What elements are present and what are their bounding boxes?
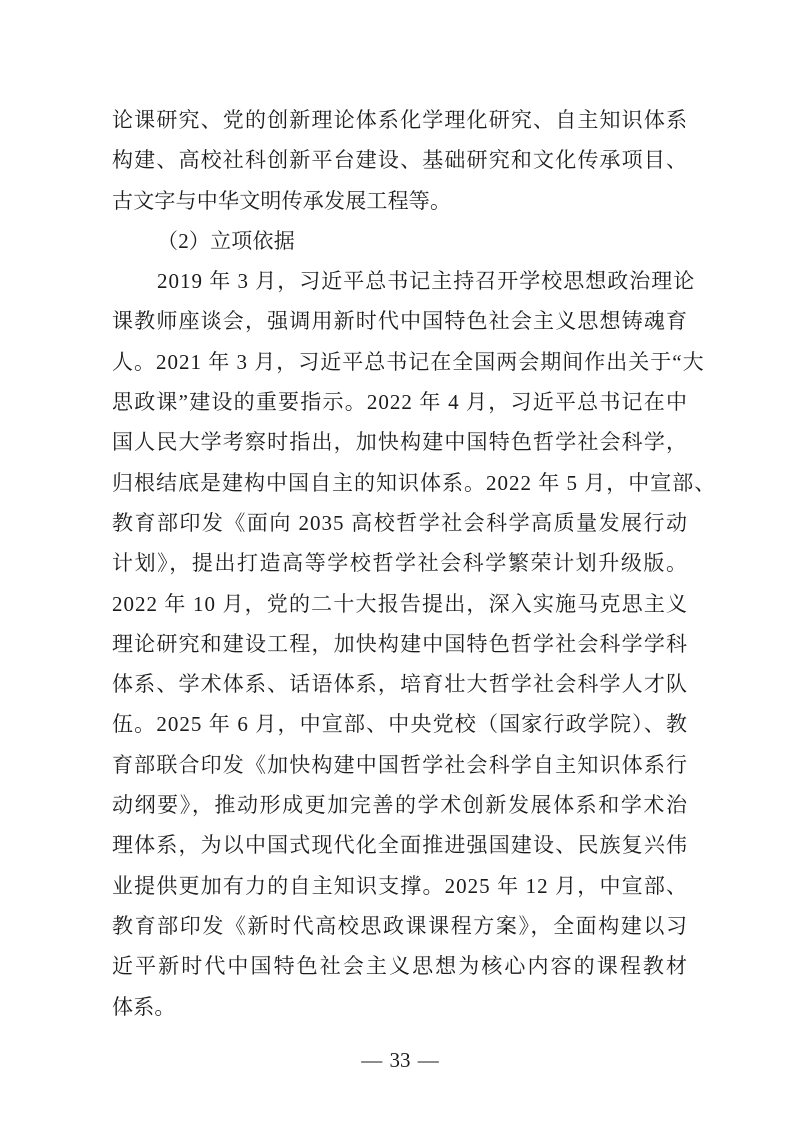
text-line: 构建、高校社科创新平台建设、基础研究和文化传承项目、 xyxy=(112,148,688,173)
text-line: 论课研究、党的创新理论体系化学理化研究、自主知识体系 xyxy=(112,108,688,132)
text-line: 思政课”建设的重要指示。2022 年 4 月，习近平总书记在中 xyxy=(112,390,688,415)
text-line: 体系。 xyxy=(112,994,176,1019)
text-line: 人。2021 年 3 月，习近平总书记在全国两会期间作出关于“大 xyxy=(112,349,705,374)
text-line: 伍。2025 年 6 月，中宣部、中央党校（国家行政学院）、教 xyxy=(112,712,688,737)
text-line: 动纲要》，推动形成更加完善的学术创新发展体系和学术治 xyxy=(112,793,688,818)
text-line: 近平新时代中国特色社会主义思想为核心内容的课程教材 xyxy=(112,954,688,979)
text-line: 国人民大学考察时指出，加快构建中国特色哲学社会科学， xyxy=(112,430,688,455)
document-body xyxy=(112,100,717,1027)
text-line: 教育部印发《面向 2035 高校哲学社会科学高质量发展行动 xyxy=(112,510,688,535)
text-line: 2022 年 10 月，党的二十大报告提出，深入实施马克思主义 xyxy=(112,591,688,616)
page-footer xyxy=(0,1046,800,1074)
text-line: 理论研究和建设工程，加快构建中国特色哲学社会科学学科 xyxy=(112,631,688,656)
text-line: 归根结底是建构中国自主的知识体系。2022 年 5 月，中宣部、 xyxy=(112,470,717,495)
section-heading: （2）立项依据 xyxy=(157,228,295,253)
text-line: 育部联合印发《加快构建中国哲学社会科学自主知识体系行 xyxy=(112,752,688,777)
text-line: 业提供更加有力的自主知识支撑。2025 年 12 月，中宣部、 xyxy=(112,873,688,898)
text-line: 教育部印发《新时代高校思政课课程方案》，全面构建以习 xyxy=(112,913,688,938)
text-line: 古文字与中华文明传承发展工程等。 xyxy=(112,188,452,213)
text-line: 课教师座谈会，强调用新时代中国特色社会主义思想铸魂育 xyxy=(112,309,688,334)
page-number: — 33 — xyxy=(361,1048,439,1072)
text-line: 计划》，提出打造高等学校哲学社会科学繁荣计划升级版。 xyxy=(112,551,688,576)
text-line: 2019 年 3 月，习近平总书记主持召开学校思想政治理论 xyxy=(157,269,696,294)
text-line: 体系、学术体系、话语体系，培育壮大哲学社会科学人才队 xyxy=(112,672,688,697)
text-line: 理体系，为以中国式现代化全面推进强国建设、民族复兴伟 xyxy=(112,833,688,858)
